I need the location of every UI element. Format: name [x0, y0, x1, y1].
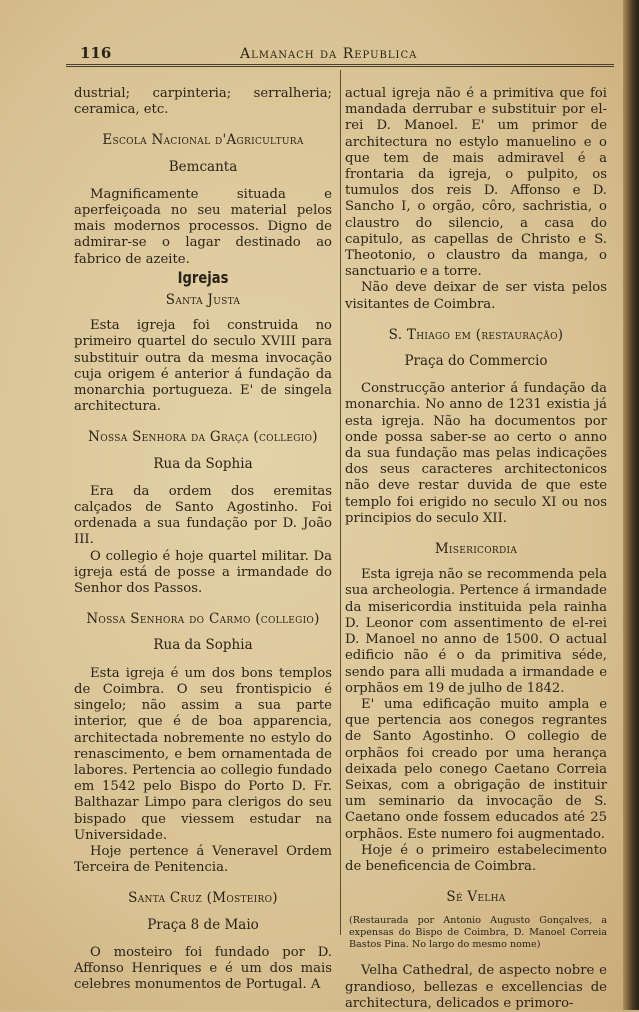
right-column	[345, 86, 607, 1012]
section-heading: Misericordia	[434, 541, 518, 558]
paragraph: O collegio é hoje quartel militar. Da igreja está de posse a irmandade do Senhor dos Passos.	[74, 548, 332, 597]
paragraph: O mosteiro foi fundado por D. Affonso Henriques e é um dos mais celebres monumentos de Portugal. A	[74, 944, 332, 993]
section-title: Igrejas	[177, 267, 229, 287]
header-rule	[66, 64, 614, 67]
paragraph: Esta igreja foi construida no primeiro quartel do seculo XVIII para substituir outra da mesma invocação cuja origem é anterior á fundação da monarchia portugueza. E' de singela architectura.	[74, 318, 332, 415]
paragraph: Magnificamente situada e aperfeiçoada no seu material pelos mais modernos processos. Digno de admirar-se o lagar destinado ao fabrico de azeite.	[74, 186, 332, 267]
paragraph: Não deve deixar de ser vista pelos visitantes de Coimbra.	[345, 280, 607, 312]
paragraph: E' uma edificação muito ampla e que pertencia aos conegos regrantes de Santo Agostinho. O collegio de orphãos foi creado por uma herança deixada pelo conego Caetano Correia Seixas, com a obrigação de instituir um seminario da invocação de S. Caetano onde fossem educados até 25 orphãos. Este numero foi augmentado.	[345, 696, 607, 842]
section-heading: Santa Justa	[165, 292, 241, 309]
column-divider	[340, 70, 341, 935]
paragraph: Construcção anterior á fundação da monarchia. No anno de 1231 existia já esta igreja. Não ha documentos por onde possa saber-se ao certo o anno da sua fundação mas pelas indicações dos seus caracteres architectonicos não deve restar duvida de que este templo foi erigido no seculo XI ou nos principios do seculo XII.	[345, 381, 607, 526]
location-subheading: Rua da Sophia	[153, 637, 253, 654]
section-heading: S. Thiago em (restauração)	[388, 326, 564, 343]
paragraph: actual igreja não é a primitiva que foi mandada derrubar e substituir por el-rei D. Manoel. E' um primor de architectura no estylo manuelino e o que tem de mais admiravel é a frontaria da igreja, o pulpito, os tumulos dos reis D. Affonso e D. Sancho I, o orgão, côro, sachristia, o claustro do silencio, a casa do capitulo, as capellas de Christo e S. Theotonio, o claustro da manga, o sanctuario e a torre.	[345, 86, 607, 280]
paragraph: Hoje é o primeiro estabelecimento de beneficencia de Coimbra.	[345, 842, 607, 874]
paragraph: Velha Cathedral, de aspecto nobre e grandioso, bellezas e excellencias de architectura, delicados e primoro-	[345, 963, 607, 1011]
section-heading: Escola Nacional d'Agricultura	[102, 132, 304, 149]
location-subheading: Rua da Sophia	[153, 455, 253, 472]
paragraph: Esta igreja é um dos bons templos de Coimbra. O seu frontispicio é singelo; não assim a sua parte interior, que é de boa apparencia, architectada nobremente no estylo do renascimento, e bem ornamentada de labores. Pertencia ao collegio fundado em 1542 pelo Bispo do Porto D. Fr. Balthazar Limpo para clerigos do seu bispado que viessem estudar na Universidade.	[74, 665, 332, 843]
section-heading: Santa Cruz (Mosteiro)	[128, 890, 278, 907]
section-heading: Nossa Senhora do Carmo (collegio)	[86, 611, 320, 628]
section-heading: Nossa Senhora da Graça (collegio)	[88, 429, 318, 446]
paragraph: Era da ordem dos eremitas calçados de Santo Agostinho. Foi ordenada a sua fundação por D. João III.	[74, 483, 332, 548]
paragraph: Esta igreja não se recommenda pela sua archeologia. Pertence á irmandade da misericordia instituida pela rainha D. Leonor com assentimento de el-rei D. Manoel no anno de 1500. O actual edificio não é o da primitiva séde, sendo para alli mudada a irmandade e orphãos em 19 de julho de 1842.	[345, 567, 607, 696]
page-edge-shadow	[623, 0, 639, 1010]
paragraph: dustrial; carpinteria; serralheria; ceramica, etc.	[74, 86, 332, 118]
left-column	[74, 86, 332, 993]
running-title: Almanach da Republica	[240, 46, 418, 62]
page-number: 116	[80, 44, 112, 62]
restoration-note: (Restaurada por Antonio Augusto Gonçalves, a expensas do Bispo de Coimbra, D. Manoel Correia Bastos Pina. No largo do mesmo nome)	[349, 915, 607, 951]
location-subheading: Praça do Commercio	[404, 353, 548, 370]
location-subheading: Praça 8 de Maio	[147, 916, 259, 933]
location-subheading: Bemcanta	[168, 158, 238, 175]
paragraph: Hoje pertence á Veneravel Ordem Terceira de Penitencia.	[74, 843, 332, 876]
section-heading: Sé Velha	[446, 889, 506, 906]
